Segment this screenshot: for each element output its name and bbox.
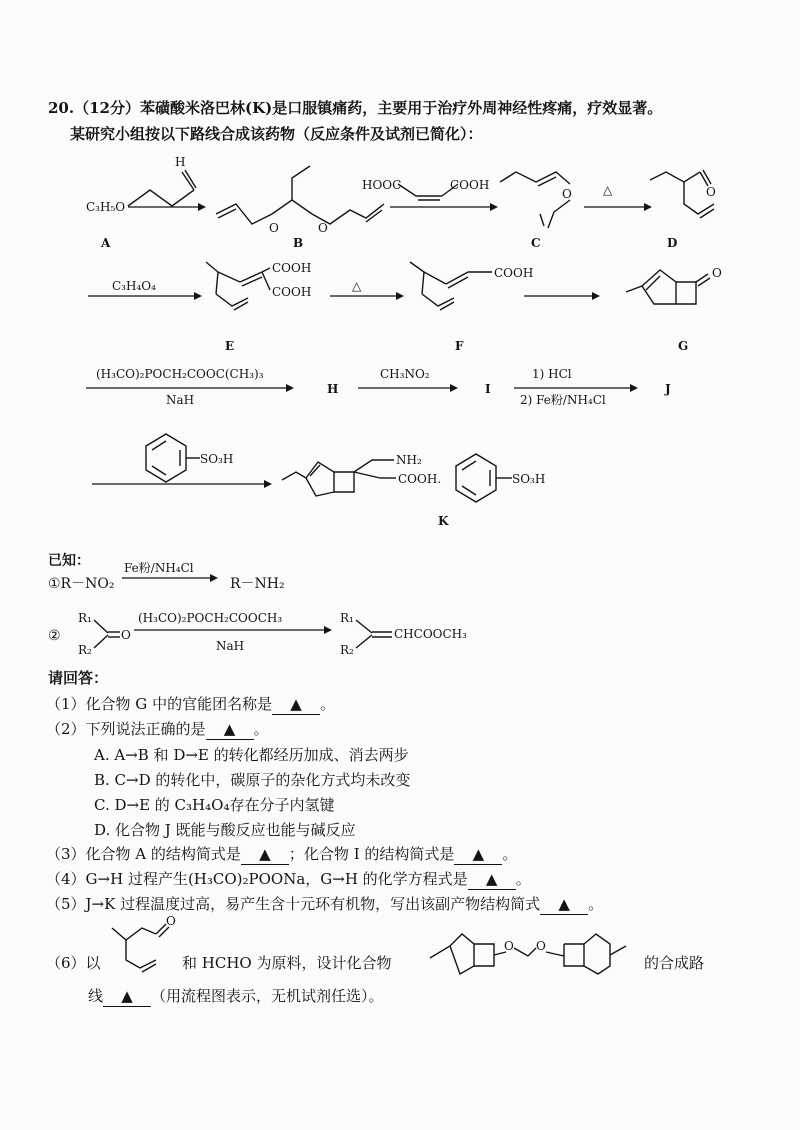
reagent-g-h-nah: NaH (166, 393, 195, 407)
b-o2: O (318, 221, 328, 235)
q6-end: 的合成路 (644, 954, 705, 972)
question-title: 20.（12分）苯磺酸米洛巴林(K)是口服镇痛药，主要用于治疗外周神经性疼痛，疗效显著。 (48, 99, 663, 117)
reagent-i-j-1: 1) HCl (532, 367, 572, 381)
known-2-arrow (134, 626, 332, 634)
heat-e-f: △ (352, 279, 362, 293)
arrow-e-f (330, 292, 404, 300)
e-cooh1: COOH (272, 261, 312, 275)
q5-answer-blank[interactable]: ▲ (540, 894, 588, 915)
q6-line2-pre: 线 (88, 987, 104, 1005)
question-5 (46, 894, 603, 915)
arrow-h-i (358, 384, 458, 392)
known-1-right: R－NH₂ (230, 576, 285, 592)
q5-text: （5）J→K 过程温度过高，易产生含十元环有机物，写出该副产物结构简式 (46, 895, 541, 913)
known-2-alkene (356, 620, 392, 648)
q6-start: （6）以 (46, 954, 101, 972)
label-k: K (438, 514, 449, 528)
reagent-e: C₃H₄O₄ (112, 279, 156, 293)
q6-mid: 和 HCHO 为原料，设计化合物 (182, 954, 392, 972)
known-2-ketone (94, 620, 120, 648)
reagent-i-j-2: 2) Fe粉/NH₄Cl (520, 393, 606, 407)
reagent-h-i: CH₃NO₂ (380, 367, 430, 381)
q6-aldehyde-o: O (166, 914, 176, 928)
known-2-o: O (121, 628, 131, 642)
arrow-a-b (128, 203, 206, 211)
known-title: 已知： (48, 553, 90, 569)
q6-starting-aldehyde (112, 924, 169, 972)
a-substituent: C₃H₅O (86, 200, 126, 214)
molecule-c (500, 172, 570, 228)
k-cooh: COOH. (398, 472, 442, 486)
known-2-p-r1: R₁ (340, 611, 354, 625)
arrow-d-e (88, 292, 202, 300)
q3-end: 。 (502, 845, 518, 863)
label-g: G (678, 339, 689, 353)
molecule-d (650, 170, 714, 218)
f-cooh: COOH (494, 266, 534, 280)
d-o: O (706, 185, 716, 199)
benzene-reagent (146, 434, 200, 482)
q4-end: 。 (515, 870, 531, 888)
known-1-left: ①R－NO₂ (48, 576, 115, 592)
compound-j: J (665, 382, 671, 396)
question-subtitle: 某研究小组按以下路线合成该药物（反应条件及试剂已简化）： (70, 125, 483, 143)
reagent-g-h: (H₃CO)₂POCH₂COOC(CH₃)₃ (96, 367, 264, 381)
reagent-c-cooh: COOH (450, 178, 490, 192)
known-2-num: ② (48, 628, 61, 644)
label-d: D (667, 236, 678, 250)
question-1 (46, 694, 335, 715)
q2-option-c[interactable]: C. D→E 的 C₃H₄O₄存在分子内氢键 (94, 796, 335, 814)
c-o: O (562, 187, 572, 201)
q3-mid: ；化合物 I 的结构简式是 (288, 845, 455, 863)
q2-text: （2）下列说法正确的是 (46, 720, 206, 738)
q1-text: （1）化合物 G 中的官能团名称是 (46, 695, 273, 713)
k-so3h: SO₃H (512, 472, 546, 486)
compound-i: I (485, 382, 491, 396)
known-2-product: CHCOOCH₃ (394, 627, 467, 641)
question-3 (46, 844, 517, 865)
q2-answer-blank[interactable]: ▲ (206, 719, 254, 740)
molecule-f (410, 262, 492, 310)
heat-c-d: △ (603, 183, 613, 197)
a-aldehyde-h: H (175, 155, 186, 169)
known-2-r2: R₂ (78, 643, 92, 657)
arrow-b-c (390, 203, 498, 211)
compound-h: H (327, 382, 339, 396)
k-nh2: NH₂ (396, 453, 422, 467)
q5-end: 。 (588, 895, 604, 913)
q2-option-b[interactable]: B. C→D 的转化中，碳原子的杂化方式均未改变 (94, 771, 411, 789)
arrow-i-j (514, 384, 638, 392)
molecule-g (626, 270, 710, 304)
maleic-acid (398, 184, 458, 200)
molecule-b (216, 166, 384, 224)
arrow-c-d (584, 203, 652, 211)
q4-answer-blank[interactable]: ▲ (468, 869, 516, 890)
q6-target-compound (430, 934, 626, 974)
question-6-line2 (88, 986, 384, 1007)
label-c: C (531, 236, 541, 250)
q3-text: （3）化合物 A 的结构简式是 (46, 845, 241, 863)
arrow-j-k (92, 480, 272, 488)
q6-answer-blank[interactable]: ▲ (103, 986, 151, 1007)
molecule-k (282, 460, 396, 496)
reagent-so3h: SO₃H (200, 452, 234, 466)
label-e: E (225, 339, 235, 353)
arrow-g-h (86, 384, 294, 392)
q6-line2-post: （用流程图表示，无机试剂任选）。 (151, 987, 384, 1005)
q2-end: 。 (253, 720, 269, 738)
q3-answer-blank-a[interactable]: ▲ (241, 844, 289, 865)
known-2-r1: R₁ (78, 611, 92, 625)
q1-answer-blank[interactable]: ▲ (272, 694, 320, 715)
q4-text: （4）G→H 过程产生(H₃CO)₂POONa，G→H 的化学方程式是 (46, 870, 468, 888)
q2-option-d[interactable]: D. 化合物 J 既能与酸反应也能与碱反应 (94, 821, 356, 839)
q6-ether-o1: O (504, 939, 514, 953)
known-1-arrow (122, 574, 218, 582)
known-2-reagent: (H₃CO)₂POCH₂COOCH₃ (138, 611, 283, 625)
label-a: A (101, 236, 111, 250)
known-2-nah: NaH (216, 639, 245, 653)
molecule-a (128, 170, 196, 206)
q6-ether-o2: O (536, 939, 546, 953)
q3-answer-blank-i[interactable]: ▲ (454, 844, 502, 865)
e-cooh2: COOH (272, 285, 312, 299)
q1-end: 。 (320, 695, 336, 713)
arrow-f-g (524, 292, 600, 300)
question-2 (46, 719, 269, 740)
known-1-reagent: Fe粉/NH₄Cl (124, 561, 194, 575)
reagent-c-hooc: HOOC (362, 178, 402, 192)
k-benzene (456, 454, 512, 502)
g-o: O (712, 266, 722, 280)
q2-option-a[interactable]: A. A→B 和 D→E 的转化都经历加成、消去两步 (94, 746, 409, 764)
label-f: F (455, 339, 464, 353)
b-o1: O (269, 221, 279, 235)
molecule-e (206, 262, 270, 310)
label-b: B (293, 236, 304, 250)
known-2-p-r2: R₂ (340, 643, 354, 657)
question-4 (46, 869, 531, 890)
answer-prompt: 请回答： (48, 669, 109, 687)
